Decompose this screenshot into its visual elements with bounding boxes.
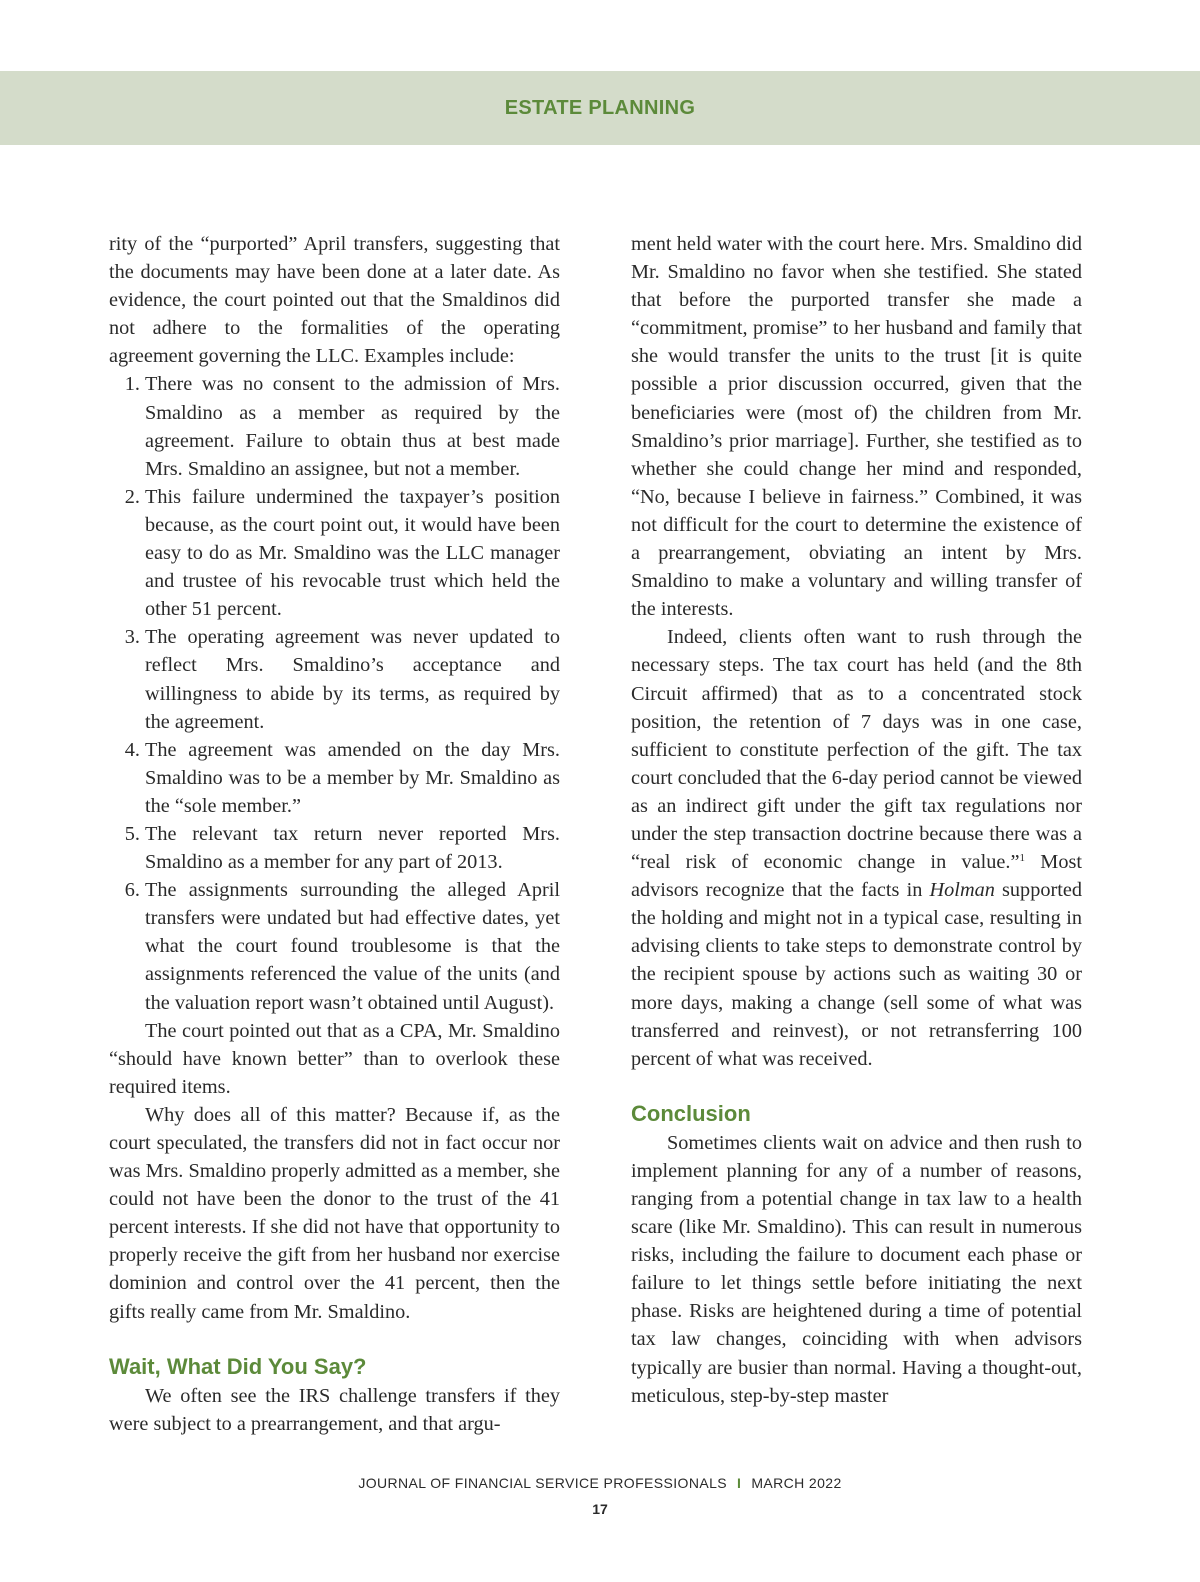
left-column bbox=[109, 230, 560, 1438]
right-paragraph-2 bbox=[631, 623, 1082, 1073]
list-item: 5. The relevant tax return never reported Mrs. Smaldino as a member for any part of 2013. bbox=[145, 820, 560, 876]
footer bbox=[0, 1475, 1200, 1491]
footer-separator: I bbox=[737, 1475, 742, 1491]
list-item: 4. The agreement was amended on the day Mrs. Smaldino was to be a member by Mr. Smaldino as the “sole member.” bbox=[145, 736, 560, 820]
list-item: 6. The assignments surrounding the alleged April transfers were undated but had effective dates, yet what the court found troublesome is that the assignments referenced the value of the units (and the valuation report wasn’t obtained until August). bbox=[145, 876, 560, 1016]
left-paragraph-4: We often see the IRS challenge transfers if they were subject to a prearrangement, and that argu- bbox=[109, 1384, 560, 1435]
list-item: 3. The operating agreement was never updated to reflect Mrs. Smaldino’s acceptance and willingness to abide by its terms, as required by the agreement. bbox=[145, 623, 560, 735]
left-paragraph-1: rity of the “purported” April transfers, suggesting that the documents may have been done at a later date. As evidence, the court pointed out that the Smaldinos did not adhere to the formalities of the operating agreement governing the LLC. Examples include: bbox=[109, 233, 560, 368]
paragraph-text: supported the holding and might not in a typical case, resulting in advising clients to take steps to demonstrate control by the recipient spouse by actions such as waiting 30 or more days, making a change (sell some of what was transferred and reinvest), or not retransferring 100 percent of what was received. bbox=[631, 879, 1083, 1070]
left-paragraph-3: Why does all of this matter? Because if, as the court speculated, the transfers did not in fact occur nor was Mrs. Smaldino properly admitted as a member, she could not have been the donor to the trust of the 41 percent interests. If she did not have that opportunity to properly receive the gift from her husband nor exercise dominion and control over the 41 percent, then the gifts really came from Mr. Smaldino. bbox=[109, 1103, 560, 1323]
paragraph-text: Indeed, clients often want to rush through the necessary steps. The tax court has held (and the 8th Circuit affirmed) that as to a concentrated stock position, the retention of 7 days was in one case, sufficient to constitute perfection of the gift. The tax court concluded that the 6-day period cannot be viewed as an indirect gift under the gift tax regulations nor under the step transaction doctrine because there was a “real risk of economic change in value.” bbox=[631, 626, 1082, 874]
right-paragraph-1: ment held water with the court here. Mrs. Smaldino did Mr. Smaldino no favor when she testified. She stated that before the purported transfer she made a “commitment, promise” to her husband and family that she would transfer the units to the trust [it is quite possible a prior discussion occurred, given that the beneficiaries were (most of) the children from Mr. Smaldino’s prior marriage]. Further, she testified as to whether she could change her mind and responded, “No, because I believe in fairness.” Combined, it was not difficult for the court to determine the existence of a prearrangement, obviating an intent by Mrs. Smaldino to make a voluntary and willing transfer of the interests. bbox=[631, 233, 1082, 621]
issue-date: MARCH 2022 bbox=[751, 1475, 842, 1491]
section-title: ESTATE PLANNING bbox=[504, 97, 696, 119]
journal-name: JOURNAL OF FINANCIAL SERVICE PROFESSIONALS bbox=[358, 1475, 728, 1491]
footnote-reference: 1 bbox=[1019, 852, 1025, 865]
left-paragraph-2: The court pointed out that as a CPA, Mr. Smaldino “should have known better” than to overlook these required items. bbox=[109, 1019, 560, 1098]
page-number: 17 bbox=[592, 1501, 608, 1517]
section-heading-wait: Wait, What Did You Say? bbox=[109, 1353, 367, 1379]
examples-list bbox=[109, 370, 560, 1016]
paragraph-text: Most advisors recognize that the facts in bbox=[631, 851, 1082, 902]
list-item: 2. This failure undermined the taxpayer’s position because, as the court point out, it would have been easy to do as Mr. Smaldino was the LLC manager and trustee of his revocable trust which held the other 51 percent. bbox=[145, 483, 560, 623]
section-heading-conclusion: Conclusion bbox=[631, 1100, 751, 1126]
case-name: Holman bbox=[929, 879, 995, 902]
list-item: 1. There was no consent to the admission of Mrs. Smaldino as a member as required by the agreement. Failure to obtain thus at best made Mrs. Smaldino an assignee, but not a member. bbox=[145, 370, 560, 482]
right-paragraph-3: Sometimes clients wait on advice and then rush to implement planning for any of a number of reasons, ranging from a potential change in tax law to a health scare (like Mr. Smaldino). This can result in numerous risks, including the failure to document each phase or failure to let things settle before initiating the next phase. Risks are heightened during a time of potential tax law changes, coinciding with when advisors typically are busier than normal. Having a thought-out, meticulous, step-by-step master bbox=[631, 1131, 1082, 1407]
right-column bbox=[631, 230, 1082, 1410]
